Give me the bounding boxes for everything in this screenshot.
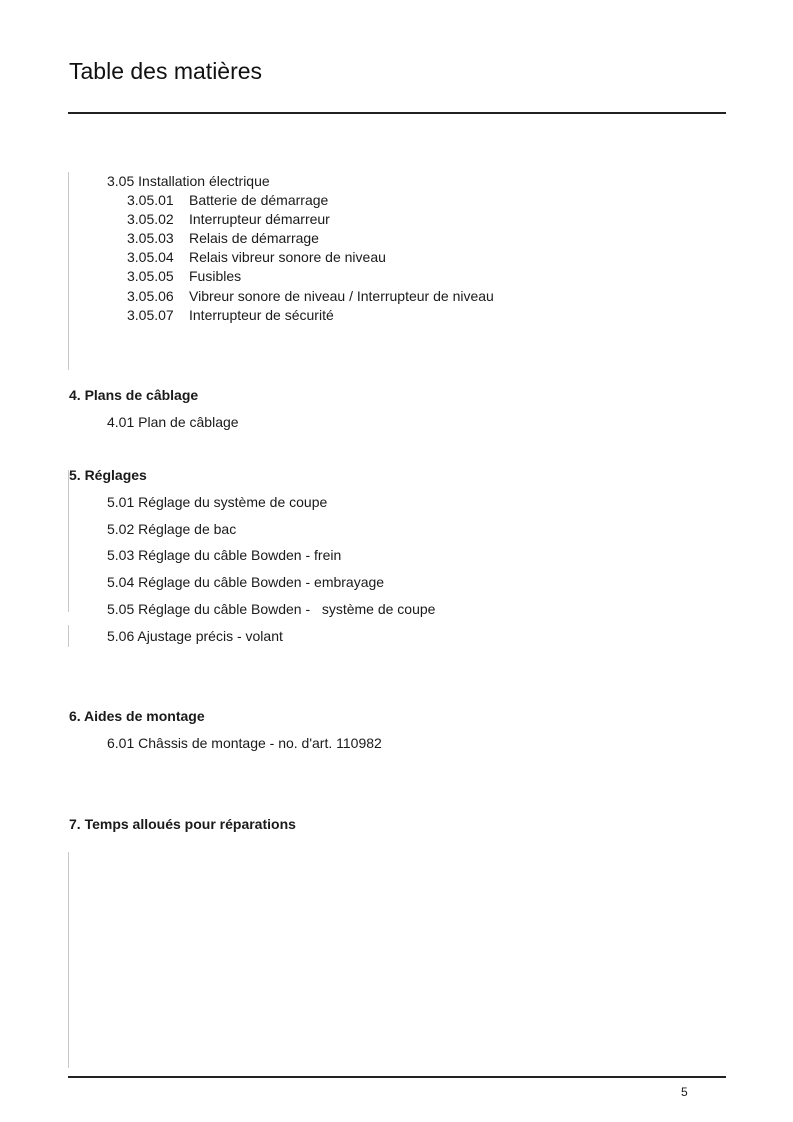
item-label: Vibreur sonore de niveau / Interrupteur de niveau: [189, 288, 494, 304]
toc-entry: 5.02 Réglage de bac: [107, 521, 237, 537]
chapter-4-heading: 4. Plans de câblage: [69, 387, 199, 403]
page-number: 5: [681, 1085, 688, 1099]
chapter-7-heading: 7. Temps alloués pour réparations: [69, 816, 296, 832]
margin-marker: [68, 172, 69, 370]
page-title: Table des matières: [69, 58, 263, 84]
item-label: Batterie de démarrage: [189, 192, 329, 208]
item-label: Interrupteur démarreur: [189, 211, 330, 227]
item-number: 3.05.01: [127, 192, 174, 208]
list-item: [127, 306, 334, 325]
item-number: 3.05.03: [127, 230, 174, 246]
item-label: Relais de démarrage: [189, 230, 319, 246]
margin-marker: [68, 625, 69, 647]
item-label: Fusibles: [189, 268, 242, 284]
list-item: [127, 287, 494, 306]
toc-entry: 6.01 Châssis de montage - no. d'art. 110982: [107, 735, 382, 751]
list-item: [127, 267, 241, 286]
footer-rule: [68, 1076, 726, 1078]
list-item: [127, 229, 319, 248]
item-number: 3.05.07: [127, 307, 174, 323]
margin-marker: [68, 852, 69, 1068]
item-number: 3.05.02: [127, 211, 174, 227]
toc-entry: 5.04 Réglage du câble Bowden - embrayage: [107, 574, 385, 590]
list-item: [127, 210, 330, 229]
list-item: [127, 248, 386, 267]
header-rule: [68, 112, 726, 114]
chapter-5-heading: 5. Réglages: [69, 467, 147, 483]
item-label: Relais vibreur sonore de niveau: [189, 249, 386, 265]
section-heading-305: 3.05 Installation électrique: [107, 173, 270, 189]
item-label: Interrupteur de sécurité: [189, 307, 334, 323]
toc-entry: 5.05 Réglage du câble Bowden - système de coupe: [107, 601, 436, 617]
toc-entry: 4.01 Plan de câblage: [107, 414, 239, 430]
margin-marker: [68, 470, 69, 612]
item-number: 3.05.06: [127, 288, 174, 304]
item-number: 3.05.04: [127, 249, 174, 265]
item-number: 3.05.05: [127, 268, 174, 284]
list-item: [127, 191, 328, 210]
chapter-6-heading: 6. Aides de montage: [69, 708, 205, 724]
toc-entry: 5.01 Réglage du système de coupe: [107, 494, 328, 510]
toc-entry: 5.03 Réglage du câble Bowden - frein: [107, 547, 342, 563]
toc-entry: 5.06 Ajustage précis - volant: [107, 628, 283, 644]
